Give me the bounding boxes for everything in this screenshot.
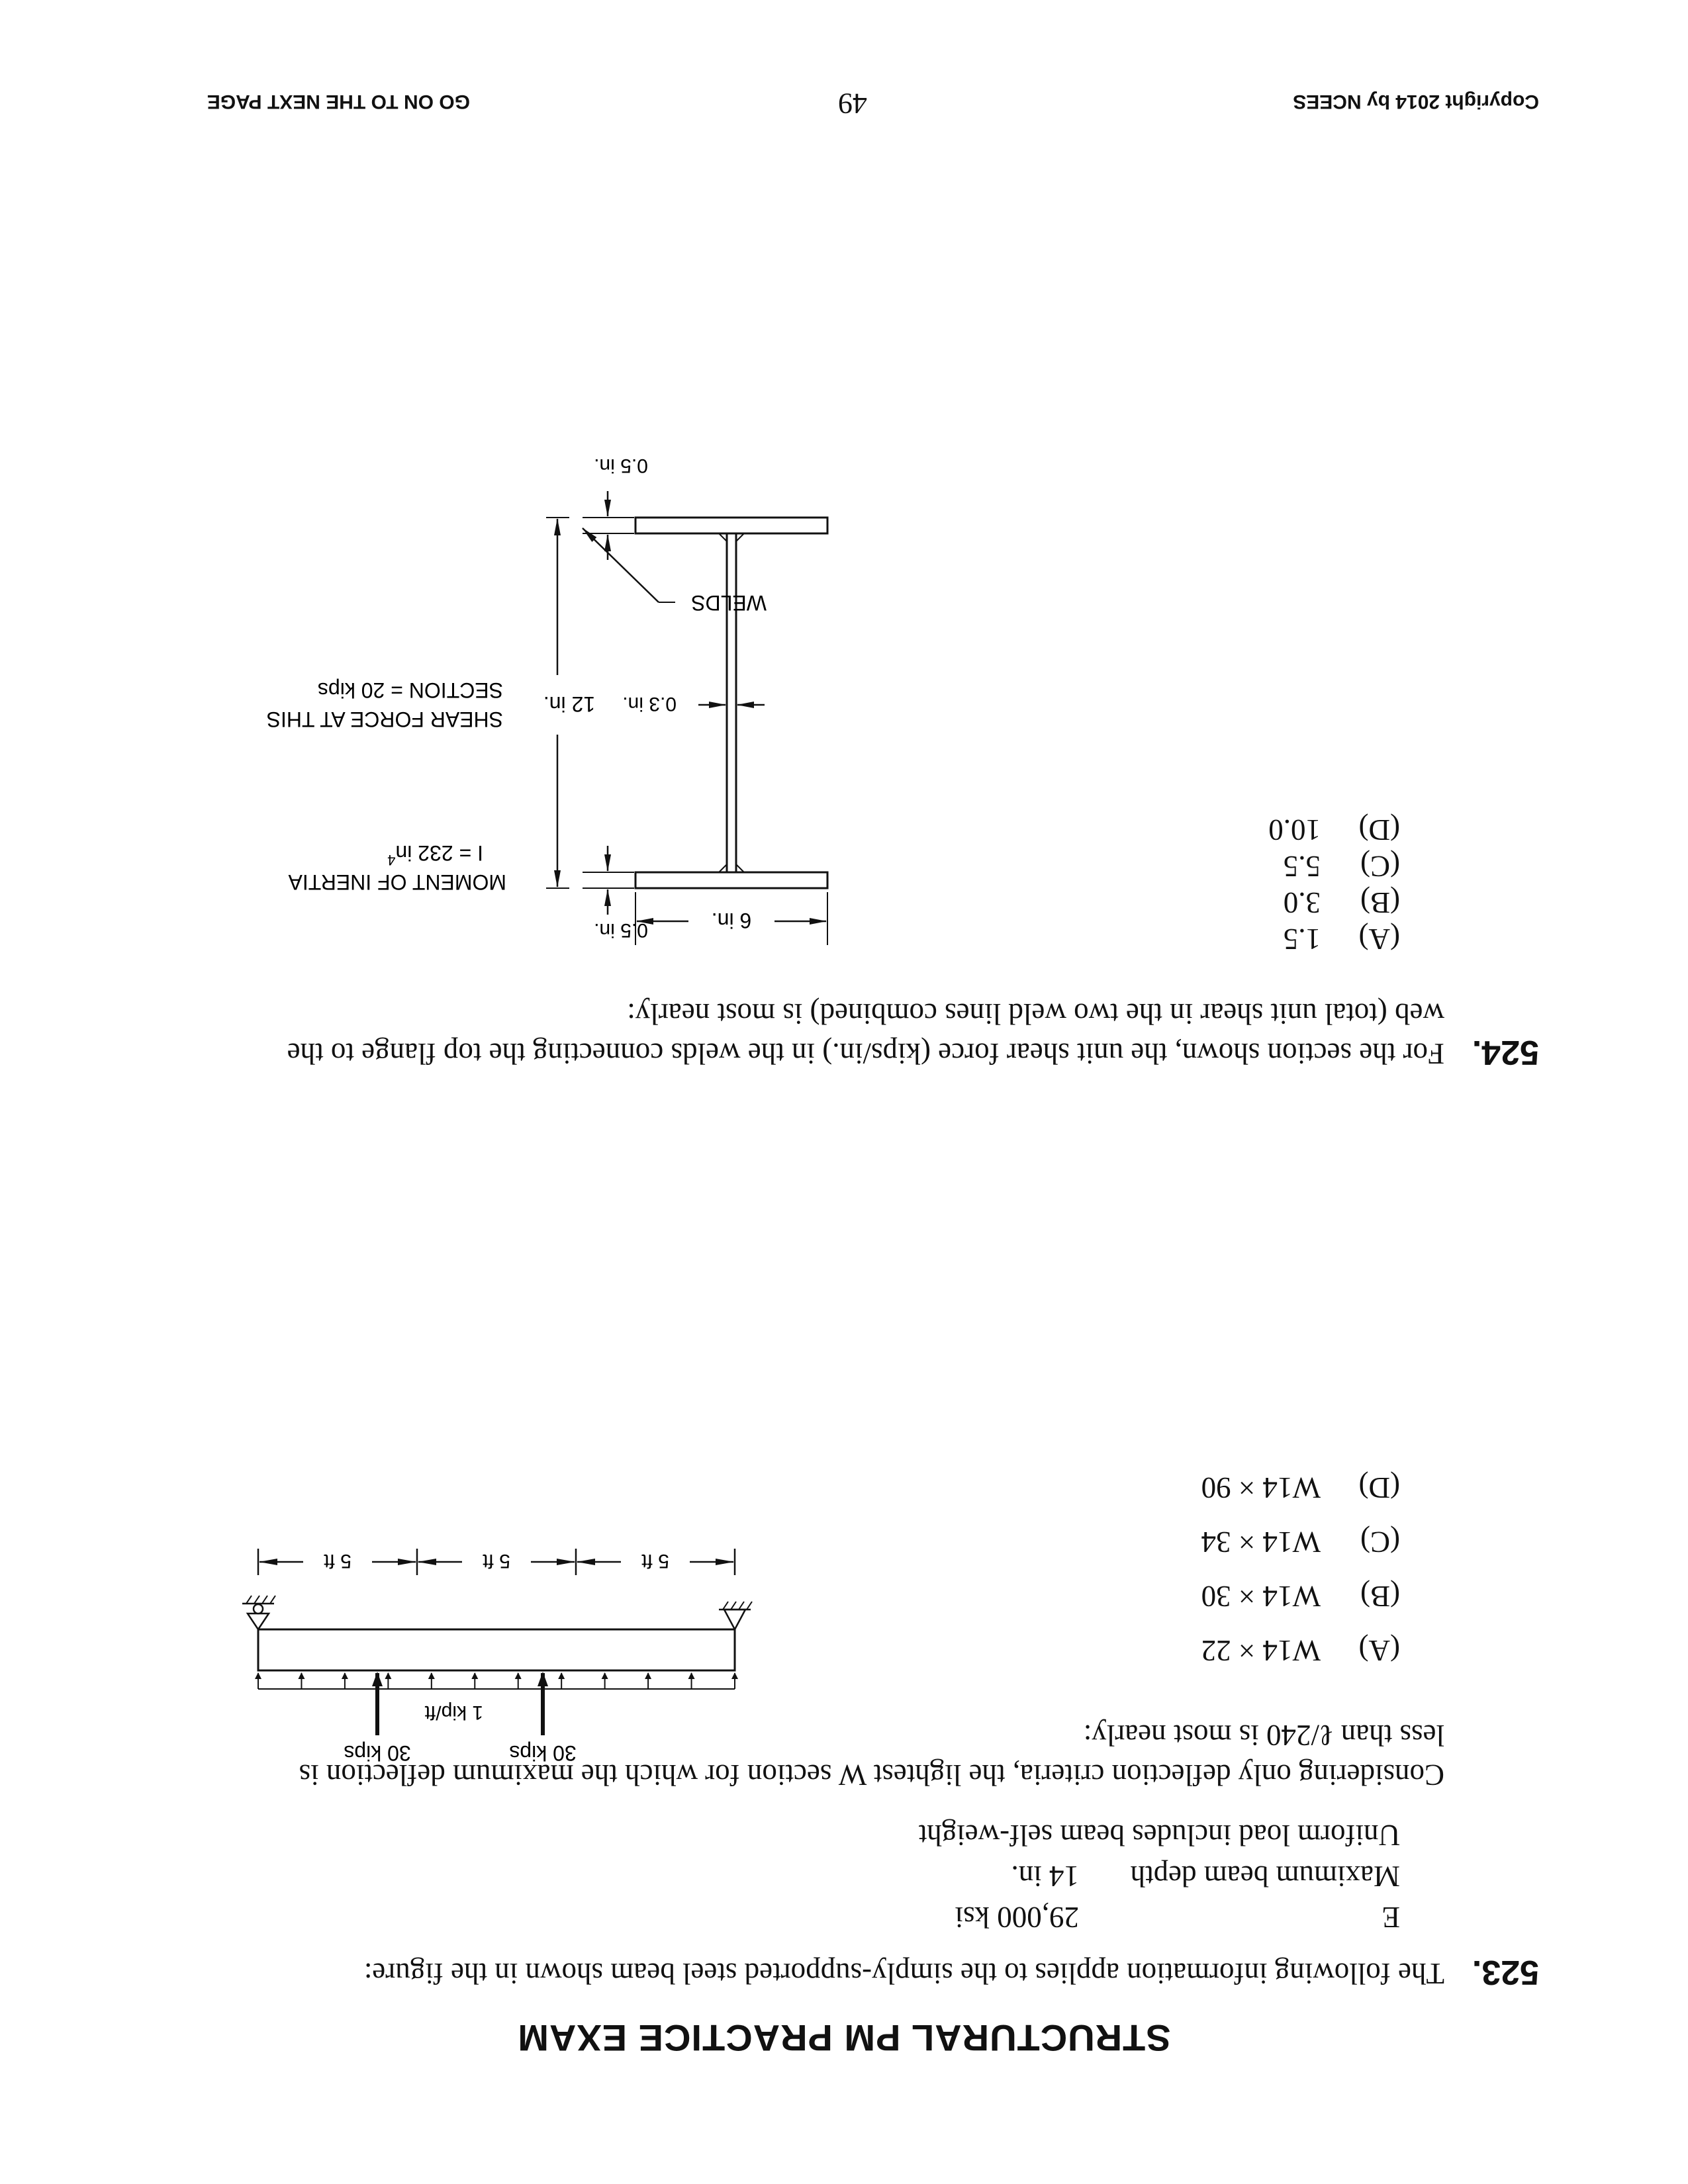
top-flange: [635, 872, 827, 888]
depth-label: 12 in.: [543, 692, 596, 716]
question-523-number: 523.: [1472, 1953, 1539, 1991]
given-e-label: E: [1382, 1901, 1400, 1934]
beam-loading-diagram: [192, 1430, 761, 1774]
uniform-load-arrows: [258, 1673, 735, 1689]
bottom-flange-thickness-label: 0.5 in.: [594, 455, 648, 477]
q524-option-d-letter: (D): [1358, 813, 1400, 846]
page-number: 49: [838, 87, 867, 120]
q523-option-b-text: W14 × 30: [1201, 1580, 1321, 1613]
given-depth-label: Maximum beam depth: [1130, 1860, 1400, 1893]
copyright-notice: Copyright 2014 by NCEES: [1293, 91, 1539, 113]
question-524-number: 524.: [1472, 1033, 1539, 1071]
q524-option-b-letter: (B): [1360, 886, 1400, 919]
flange-width-dimension: [635, 892, 827, 945]
q524-option-c-letter: (C): [1360, 850, 1400, 883]
top-flange-thickness-label: 0.5 in.: [594, 919, 648, 941]
moment-of-inertia-line1: MOMENT OF INERTIA: [288, 870, 506, 894]
beam: [258, 1629, 735, 1670]
q523-option-d-letter: (D): [1358, 1471, 1400, 1504]
page-title: STRUCTURAL PM PRACTICE EXAM: [517, 2017, 1171, 2059]
welds-leader: [583, 528, 767, 615]
given-note: Uniform load includes beam self-weight: [918, 1819, 1400, 1852]
welds-label: WELDS: [691, 591, 767, 615]
web-thickness-label: 0.3 in.: [622, 693, 677, 715]
bottom-flange: [635, 518, 827, 533]
roller-support-right: [242, 1596, 275, 1629]
flange-width-label: 6 in.: [711, 909, 752, 933]
question-523-text-line1: Considering only deflection criteria, the lightest W section for which the maximum deflection is: [299, 1758, 1444, 1792]
welded-i-section-diagram: [179, 437, 907, 953]
question-524-text-line2: web (total unit shear in the two weld lines combined) is most nearly:: [627, 997, 1444, 1030]
question-523-intro: The following information applies to the simply-supported steel beam shown in the figure:: [363, 1957, 1444, 1990]
q523-option-b-letter: (B): [1360, 1580, 1400, 1613]
shear-force-line2: SECTION = 20 kips: [317, 678, 503, 702]
go-on-next-page: GO ON TO THE NEXT PAGE: [207, 91, 470, 113]
question-523-text-line2: less than ℓ/240 is most nearly:: [1083, 1719, 1444, 1752]
bottom-flange-thickness-dimension: [583, 455, 648, 560]
q524-option-a-letter: (A): [1358, 923, 1400, 956]
pin-support-left: [719, 1602, 752, 1629]
shear-force-line1: SHEAR FORCE AT THIS: [266, 707, 503, 731]
q523-option-d-text: W14 × 90: [1201, 1471, 1321, 1504]
question-524-text-line1: For the section shown, the unit shear force (kips/in.) in the welds connecting the top flange to the: [287, 1037, 1444, 1070]
uniform-load-label: 1 kip/ft: [424, 1702, 483, 1723]
moment-of-inertia-value: I = 232 $in^4$: [387, 841, 483, 868]
top-flange-thickness-dimension: [583, 846, 648, 941]
q523-option-a-letter: (A): [1358, 1634, 1400, 1667]
web-thickness-dimension: [622, 693, 765, 715]
given-e-value: 29,000 ksi: [955, 1901, 1079, 1934]
span-1-label: 5 ft: [641, 1550, 669, 1572]
q524-option-b-text: 3.0: [1283, 886, 1321, 919]
q523-option-a-text: W14 × 22: [1201, 1634, 1321, 1667]
given-depth-value: 14 in.: [1011, 1860, 1079, 1893]
span-dimensions: [258, 1549, 735, 1575]
span-3-label: 5 ft: [324, 1550, 352, 1572]
q523-option-c-text: W14 × 34: [1201, 1525, 1321, 1559]
q523-option-c-letter: (C): [1360, 1525, 1400, 1559]
web: [727, 533, 736, 872]
q524-option-d-text: 10.0: [1268, 813, 1321, 846]
depth-dimension: [543, 518, 595, 888]
q524-option-c-text: 5.5: [1283, 850, 1321, 883]
q524-option-a-text: 1.5: [1283, 923, 1321, 956]
span-2-label: 5 ft: [483, 1550, 510, 1572]
point-load-1-label: 30 kips: [509, 1741, 577, 1765]
point-load-2-label: 30 kips: [344, 1741, 411, 1765]
